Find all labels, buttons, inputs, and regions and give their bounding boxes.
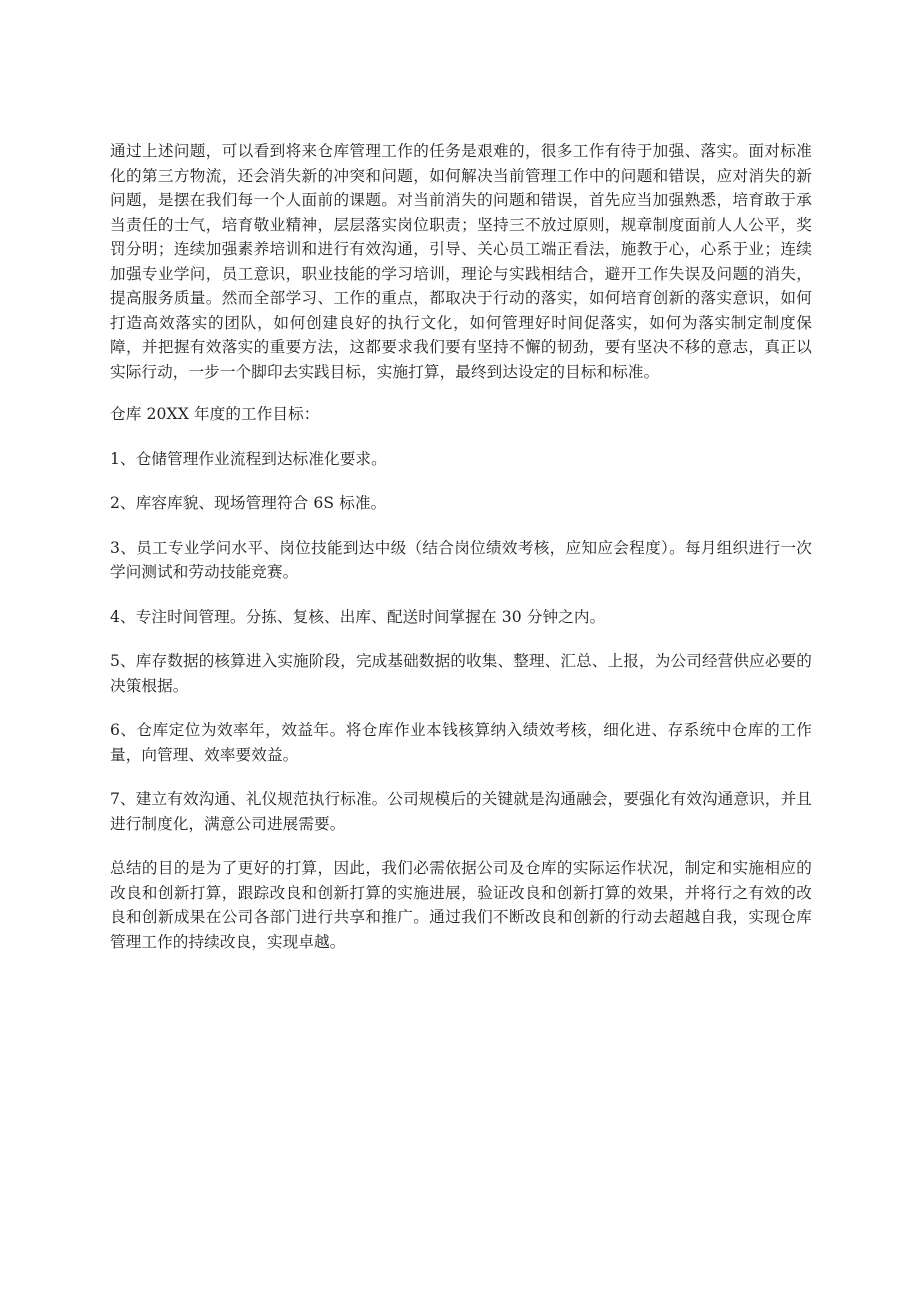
goal-item-5: 5、库存数据的核算进入实施阶段，完成基础数据的收集、整理、汇总、上报，为公司经营供应必要的决策根据。 — [110, 652, 812, 695]
goal-item-3: 3、员工专业学问水平、岗位技能到达中级（结合岗位绩效考核，应知应会程度）。每月组织进行一次学问测试和劳动技能竞赛。 — [110, 538, 812, 581]
goal-item-7: 7、建立有效沟通、礼仪规范执行标准。公司规模后的关键就是沟通融会，要强化有效沟通意识，并且进行制度化，满意公司进展需要。 — [110, 790, 812, 833]
goal-item-4: 4、专注时间管理。分拣、复核、出库、配送时间掌握在 30 分钟之内。 — [110, 607, 606, 626]
intro-paragraph: 通过上述问题，可以看到将来仓库管理工作的任务是艰难的，很多工作有待于加强、落实。面对标准化的第三方物流，还会消失新的冲突和问题，如何解决当前管理工作中的问题和错误，应对消失的新问题，是摆在我们每一个人面前的课题。对当前消失的问题和错误，首先应当加强熟悉，培育敢于承当责任的士气，培育敬业精神，层层落实岗位职责；坚持三不放过原则，规章制度面前人人公平，奖罚分明；连续加强素养培训和进行有效沟通，引导、关心员工端正看法，施教于心，心系于业；连续加强专业学问，员工意识，职业技能的学习培训，理论与实践相结合，避开工作失误及问题的消失，提高服务质量。然而全部学习、工作的重点，都取决于行动的落实，如何培育创新的落实意识，如何打造高效落实的团队，如何创建良好的执行文化，如何管理好时间促落实，如何为落实制定制度保障，并把握有效落实的重要方法，这都要求我们要有坚持不懈的韧劲，要有坚决不移的意志，真正以实际行动，一步一个脚印去实践目标，实施打算，最终到达设定的目标和标准。 — [110, 142, 812, 381]
closing-paragraph: 总结的目的是为了更好的打算，因此，我们必需依据公司及仓库的实际运作状况，制定和实施相应的改良和创新打算，跟踪改良和创新打算的实施进展，验证改良和创新打算的效果，并将行之有效的改良和创新成果在公司各部门进行共享和推广。通过我们不断改良和创新的行动去超越自我，实现仓库管理工作的持续改良，实现卓越。 — [110, 859, 812, 951]
goal-item-6: 6、仓库定位为效率年，效益年。将仓库作业本钱核算纳入绩效考核，细化进、存系统中仓库的工作量，向管理、效率要效益。 — [110, 721, 812, 764]
goal-item-1: 1、仓储管理作业流程到达标准化要求。 — [110, 449, 387, 468]
goal-item-2: 2、库容库貌、现场管理符合 6S 标准。 — [110, 494, 387, 512]
goals-heading: 仓库 20XX 年度的工作目标： — [110, 405, 320, 423]
document-body — [110, 139, 812, 954]
